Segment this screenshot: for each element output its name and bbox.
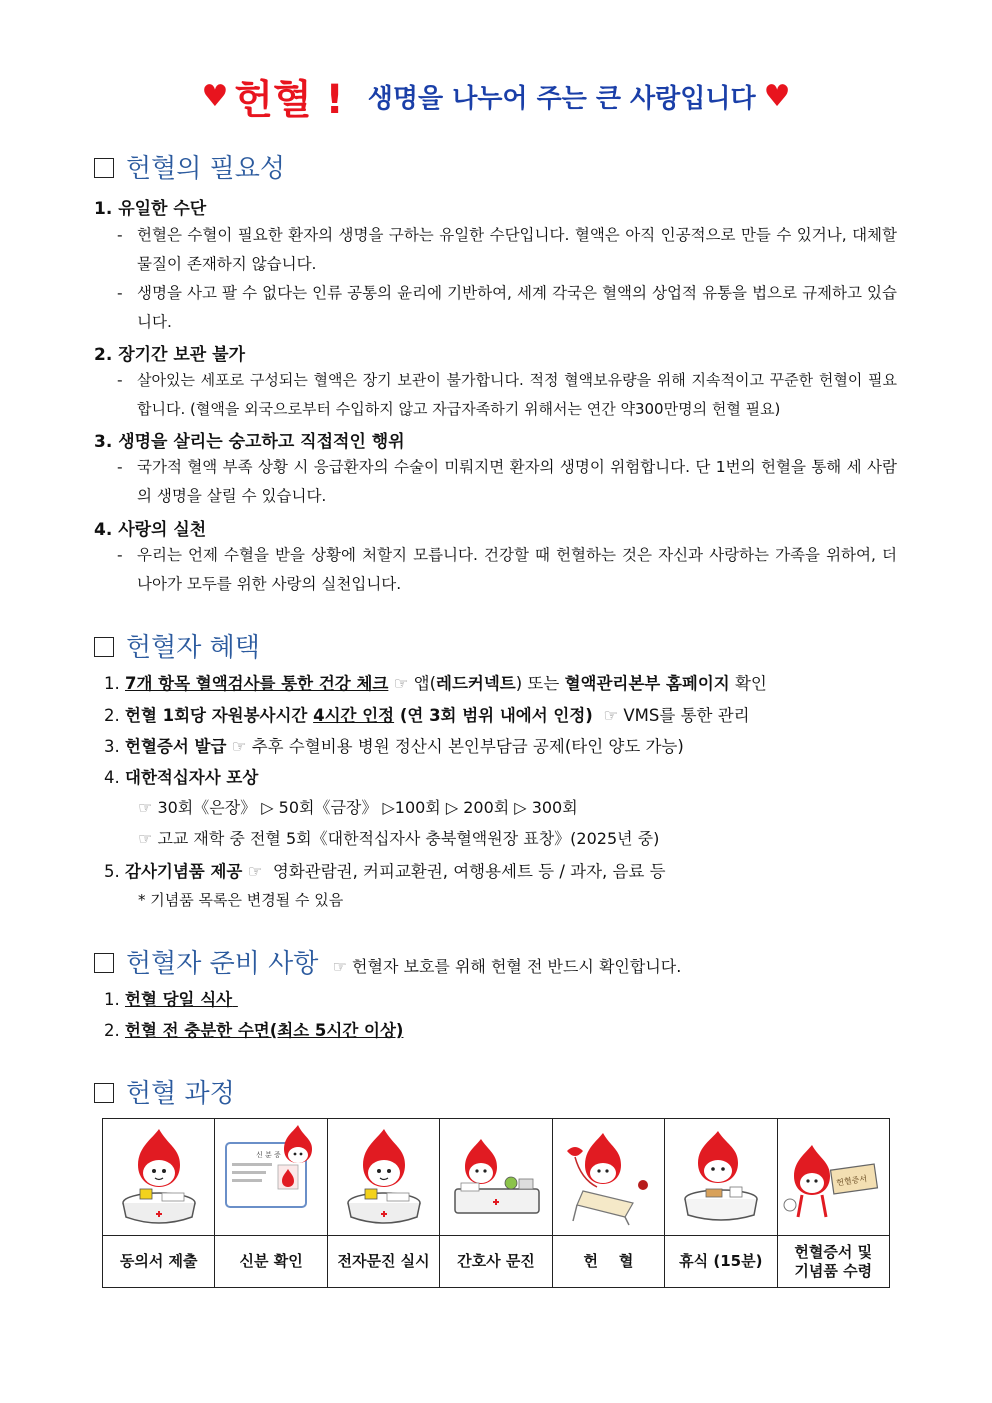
necessity-bullet: - 생명을 사고 팔 수 없다는 인류 공통의 윤리에 기반하여, 세계 각국은 혈액의 상업적 유통을 법으로 규제하고 있습니다. bbox=[117, 284, 897, 331]
process-step-label: 헌 혈 bbox=[552, 1236, 664, 1288]
process-step-label: 간호사 문진 bbox=[440, 1236, 552, 1288]
necessity-bullet: - 헌혈은 수혈이 필요한 환자의 생명을 구하는 유일한 수단입니다. 혈액은 아직 인공적으로 만들 수 있거나, 대체할 물질이 존재하지 않습니다. bbox=[117, 226, 897, 273]
preparation-item-1: 1. 헌혈 당일 식사 bbox=[104, 990, 233, 1009]
checkbox-square-icon bbox=[94, 158, 114, 178]
section-heading-text: 헌혈 과정 bbox=[126, 1079, 235, 1109]
process-step-label: 전자문진 실시 bbox=[327, 1236, 439, 1288]
section-heading-text: 헌혈의 필요성 bbox=[126, 154, 285, 184]
benefit-award-school: ☞ 고교 재학 중 전혈 5회《대한적십자사 충북혈액원장 표창》(2025년 중) bbox=[138, 829, 660, 848]
pointing-hand-icon: ☞ bbox=[247, 862, 263, 881]
id-card-title: 신 분 증 bbox=[256, 1151, 281, 1159]
process-icons-row bbox=[103, 1119, 890, 1236]
mascot-id-card-icon bbox=[216, 1121, 326, 1233]
pointing-hand-icon: ☞ bbox=[138, 829, 153, 848]
benefit-item-2: 2. 헌혈 1회당 자원봉사시간 4시간 인정 (연 3회 범위 내에서 인정) ☞ VMS를 통한 관리 bbox=[104, 706, 750, 725]
process-step-cell bbox=[215, 1119, 327, 1236]
heart-icon: ♥ bbox=[201, 79, 229, 114]
process-step-cell bbox=[777, 1119, 889, 1236]
benefit-award-levels: ☞ 30회《은장》 ▷ 50회《금장》 ▷100회 ▷ 200회 ▷ 300회 bbox=[138, 798, 578, 817]
necessity-bullet: - 살아있는 세포로 구성되는 혈액은 장기 보관이 불가합니다. 적정 혈액보유량을 위해 지속적이고 꾸준한 헌혈이 필요합니다. (혈액을 외국으로부터 수입하지 않고 자급자족하기 위해서는 연간 약300만명의 헌혈 필요) bbox=[117, 371, 897, 418]
necessity-item-4: 4. 사랑의 실천 bbox=[94, 520, 207, 540]
benefit-item-3: 3. 헌혈증서 발급 ☞ 추후 수혈비용 병원 정산시 본인부담금 공제(타인 양도 가능) bbox=[104, 737, 684, 756]
process-step-cell bbox=[103, 1119, 215, 1236]
process-step-label: 휴식 (15분) bbox=[665, 1236, 777, 1288]
section-heading-text: 헌혈자 준비 사항 bbox=[126, 949, 319, 979]
mascot-desk-icon bbox=[329, 1121, 439, 1233]
page-title bbox=[0, 68, 992, 125]
section-heading-necessity bbox=[94, 148, 285, 185]
section-heading-benefits bbox=[94, 627, 260, 664]
necessity-bullet: - 국가적 혈액 부족 상황 시 응급환자의 수술이 미뤄지면 환자의 생명이 위험합니다. 단 1번의 헌혈을 통해 세 사람의 생명을 살릴 수 있습니다. bbox=[117, 458, 897, 505]
process-step-cell bbox=[665, 1119, 777, 1236]
pointing-hand-icon: ☞ bbox=[603, 706, 619, 725]
mascot-nurse-desk-icon bbox=[441, 1121, 551, 1233]
pointing-hand-icon: ☞ bbox=[138, 798, 153, 817]
mascot-desk-icon bbox=[104, 1121, 214, 1233]
benefit-note: * 기념품 목록은 변경될 수 있음 bbox=[138, 891, 344, 909]
necessity-item-1: 1. 유일한 수단 bbox=[94, 199, 207, 219]
section-heading-process bbox=[94, 1073, 235, 1110]
checkbox-square-icon bbox=[94, 637, 114, 657]
section-heading-preparation: 헌혈자 준비 사항 ☞ 헌혈자 보호를 위해 헌혈 전 반드시 확인합니다. bbox=[94, 943, 681, 980]
process-table bbox=[102, 1118, 890, 1288]
pointing-hand-icon: ☞ bbox=[393, 674, 409, 693]
process-step-cell bbox=[327, 1119, 439, 1236]
pointing-hand-icon: ☞ bbox=[332, 957, 347, 976]
process-step-label: 헌혈증서 및 기념품 수령 bbox=[777, 1236, 889, 1288]
preparation-item-2: 2. 헌혈 전 충분한 수면(최소 5시간 이상) bbox=[104, 1021, 404, 1040]
benefit-item-4: 4. 대한적십자사 포상 bbox=[104, 768, 259, 787]
mascot-blood-donation-icon bbox=[553, 1121, 663, 1233]
necessity-bullet: - 우리는 언제 수혈을 받을 상황에 처할지 모릅니다. 건강할 때 헌혈하는 것은 자신과 사랑하는 가족을 위하여, 더 나아가 모두를 위한 사랑의 실천입니다. bbox=[117, 546, 897, 593]
benefit-item-5: 5. 감사기념품 제공 ☞ 영화관람권, 커피교환권, 여행용세트 등 / 과자, 음료 등 bbox=[104, 862, 666, 881]
checkbox-square-icon bbox=[94, 1083, 114, 1103]
section-heading-text: 헌혈자 혜택 bbox=[126, 633, 260, 663]
necessity-item-2: 2. 장기간 보관 불가 bbox=[94, 345, 245, 365]
mascot-certificate-icon bbox=[778, 1121, 888, 1233]
process-step-cell bbox=[440, 1119, 552, 1236]
mascot-rest-icon bbox=[666, 1121, 776, 1233]
process-labels-row bbox=[103, 1236, 890, 1288]
process-step-label: 동의서 제출 bbox=[103, 1236, 215, 1288]
process-step-label: 신분 확인 bbox=[215, 1236, 327, 1288]
necessity-item-3: 3. 생명을 살리는 숭고하고 직접적인 행위 bbox=[94, 432, 405, 452]
heart-icon: ♥ bbox=[763, 79, 791, 114]
checkbox-square-icon bbox=[94, 953, 114, 973]
title-sub: 생명을 나누어 주는 큰 사랑입니다 bbox=[367, 84, 756, 114]
title-main: 헌혈 ! bbox=[234, 77, 344, 123]
benefit-item-1: 1. 7개 항목 혈액검사를 통한 건강 체크 ☞ 앱(레드커넥트) 또는 혈액관리본부 홈페이지 확인 bbox=[104, 674, 767, 693]
pointing-hand-icon: ☞ bbox=[231, 737, 247, 756]
certificate-sign-text: 헌혈증서 bbox=[836, 1174, 868, 1188]
process-step-cell bbox=[552, 1119, 664, 1236]
